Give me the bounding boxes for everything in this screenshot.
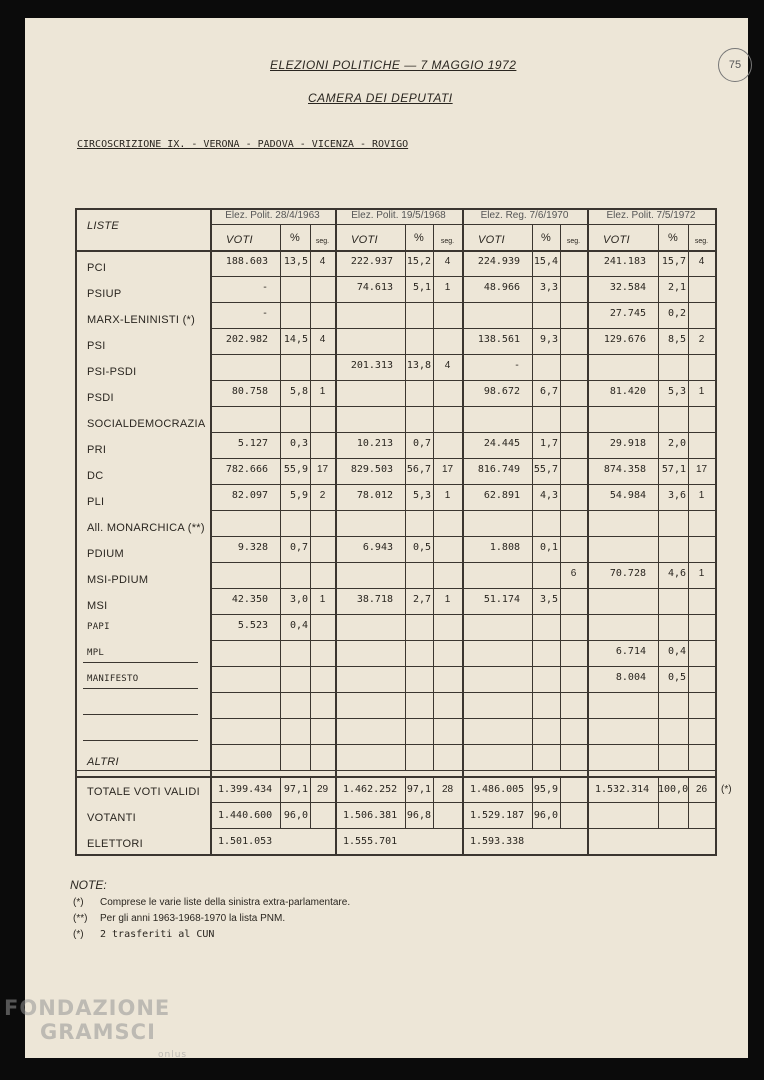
row-line <box>210 692 715 693</box>
cell-pct: 13,5 <box>283 256 308 267</box>
total-seg: 28 <box>441 784 454 795</box>
election-header: Elez. Polit. 28/4/1963 <box>225 210 320 221</box>
cell-voti: 32.584 <box>609 282 646 293</box>
pct-header: % <box>413 232 425 244</box>
cell-pct: 15,4 <box>533 256 558 267</box>
cell-voti: 38.718 <box>356 594 393 605</box>
row-line <box>210 562 715 563</box>
total-pct: 97,1 <box>406 784 431 795</box>
cell-pct: 3,6 <box>667 490 686 501</box>
seg-header: seg. <box>566 238 581 245</box>
cell-pct: 57,1 <box>661 464 686 475</box>
list-label: PAPI <box>87 622 110 632</box>
list-label: PCI <box>87 262 107 274</box>
election-header: Elez. Polit. 19/5/1968 <box>351 210 446 221</box>
totals-label: TOTALE VOTI VALIDI <box>87 786 200 798</box>
cell-pct: 0,5 <box>667 672 686 683</box>
cell-voti: 27.745 <box>609 308 646 319</box>
total-pct: 96,0 <box>283 810 308 821</box>
cell-pct: 5,1 <box>412 282 431 293</box>
cell-voti: 5.523 <box>237 620 268 631</box>
total-voti: 1.501.053 <box>218 836 273 847</box>
list-label: PLI <box>87 496 105 508</box>
list-label: SOCIALDEMOCRAZIA <box>87 418 206 430</box>
cell-voti: 782.666 <box>225 464 268 475</box>
cell-seg: 4 <box>444 360 451 371</box>
list-label: MSI-PDIUM <box>87 574 149 586</box>
totals-separator <box>75 776 715 778</box>
cell-voti: 54.984 <box>609 490 646 501</box>
cell-voti: - <box>261 282 268 293</box>
list-label: MSI <box>87 600 108 612</box>
row-line <box>210 406 715 407</box>
cell-pct: 0,3 <box>289 438 308 449</box>
cell-seg: 17 <box>441 464 454 475</box>
cell-pct: 2,0 <box>667 438 686 449</box>
cell-pct: 2,1 <box>667 282 686 293</box>
cell-pct: 4,3 <box>539 490 558 501</box>
header-subrow-line <box>210 224 715 225</box>
list-label: DC <box>87 470 104 482</box>
cell-seg: 4 <box>444 256 451 267</box>
cell-voti: 202.982 <box>225 334 268 345</box>
cell-seg: 1 <box>319 594 326 605</box>
cell-voti: 874.358 <box>603 464 646 475</box>
voti-header: VOTI <box>226 234 253 246</box>
cell-voti: 8.004 <box>615 672 646 683</box>
cell-voti: 42.350 <box>231 594 268 605</box>
election-header: Elez. Polit. 7/5/1972 <box>606 210 696 221</box>
cell-voti: 10.213 <box>356 438 393 449</box>
cell-voti: 6.943 <box>362 542 393 553</box>
cell-voti: 222.937 <box>350 256 393 267</box>
cell-pct: 5,8 <box>289 386 308 397</box>
label-column-divider <box>210 208 212 854</box>
cell-voti: 29.918 <box>609 438 646 449</box>
cell-voti: 74.613 <box>356 282 393 293</box>
pct-header: % <box>667 232 679 244</box>
label-underline <box>83 714 198 715</box>
cell-seg: 4 <box>698 256 705 267</box>
cell-voti: 241.183 <box>603 256 646 267</box>
list-label: PDIUM <box>87 548 124 560</box>
cell-seg: 1 <box>319 386 326 397</box>
cell-pct: 3,3 <box>539 282 558 293</box>
cell-seg: 1 <box>698 490 705 501</box>
cell-seg: 2 <box>319 490 326 501</box>
seg-header: seg. <box>694 238 709 245</box>
watermark-fondazione: FONDAZIONE <box>4 996 171 1020</box>
document-title: ELEZIONI POLITICHE — 7 MAGGIO 1972 <box>270 58 517 72</box>
document-subtitle: CAMERA DEI DEPUTATI <box>308 91 453 105</box>
pct-seg-divider <box>560 224 561 770</box>
total-voti: 1.462.252 <box>343 784 398 795</box>
seg-header: seg. <box>315 238 330 245</box>
total-seg: 29 <box>316 784 329 795</box>
cell-voti: 62.891 <box>483 490 520 501</box>
row-line <box>210 484 715 485</box>
cell-voti: 201.313 <box>350 360 393 371</box>
cell-pct: 0,4 <box>289 620 308 631</box>
row-line <box>210 536 715 537</box>
row-line <box>210 588 715 589</box>
cell-voti: 70.728 <box>609 568 646 579</box>
cell-pct: 5,3 <box>412 490 431 501</box>
list-label: MANIFESTO <box>87 674 139 684</box>
cell-voti: 129.676 <box>603 334 646 345</box>
page-number: 75 <box>718 48 752 82</box>
cell-pct: 0,7 <box>412 438 431 449</box>
document-sheet <box>25 18 748 1058</box>
cell-seg: 17 <box>316 464 329 475</box>
label-underline <box>83 662 198 663</box>
totals-row-line <box>210 802 715 803</box>
cell-pct: 14,5 <box>283 334 308 345</box>
cell-pct: 0,1 <box>539 542 558 553</box>
cell-voti: - <box>261 308 268 319</box>
total-pct: 96,8 <box>406 810 431 821</box>
cell-pct: 55,9 <box>283 464 308 475</box>
cell-voti: 98.672 <box>483 386 520 397</box>
cell-pct: 55,7 <box>533 464 558 475</box>
row-line <box>210 354 715 355</box>
liste-header: LISTE <box>87 220 120 232</box>
list-label: MPL <box>87 648 105 658</box>
cell-pct: 1,7 <box>539 438 558 449</box>
cell-pct: 0,4 <box>667 646 686 657</box>
cell-seg: 6 <box>570 568 577 579</box>
cell-voti: 138.561 <box>477 334 520 345</box>
cell-pct: 2,7 <box>412 594 431 605</box>
note-mark: (**) <box>73 913 88 924</box>
row-line <box>210 380 715 381</box>
cell-seg: 1 <box>698 386 705 397</box>
list-label: All. MONARCHICA (**) <box>87 522 205 534</box>
totals-row-line <box>210 828 715 829</box>
note-text: Comprese le varie liste della sinistra extra-parlamentare. <box>100 897 351 908</box>
cell-voti: 24.445 <box>483 438 520 449</box>
cell-pct: 0,2 <box>667 308 686 319</box>
cell-seg: 4 <box>319 256 326 267</box>
cell-pct: 3,5 <box>539 594 558 605</box>
row-line <box>210 432 715 433</box>
list-label: PSI <box>87 340 106 352</box>
cell-seg: 1 <box>444 282 451 293</box>
list-label: PSIUP <box>87 288 122 300</box>
total-voti: 1.440.600 <box>218 810 273 821</box>
total-voti: 1.532.314 <box>595 784 650 795</box>
row-line <box>210 510 715 511</box>
totals-label: ELETTORI <box>87 838 143 850</box>
cell-voti: 82.097 <box>231 490 268 501</box>
cell-pct: 4,6 <box>667 568 686 579</box>
total-voti: 1.529.187 <box>470 810 525 821</box>
total-voti: 1.486.005 <box>470 784 525 795</box>
cell-voti: 9.328 <box>237 542 268 553</box>
group-divider <box>587 208 589 854</box>
cell-pct: 6,7 <box>539 386 558 397</box>
total-pct: 95,9 <box>533 784 558 795</box>
total-voti: 1.593.338 <box>470 836 525 847</box>
cell-pct: 8,5 <box>667 334 686 345</box>
voti-header: VOTI <box>478 234 505 246</box>
row-line <box>210 718 715 719</box>
total-pct: 100,0 <box>658 784 689 795</box>
group-divider <box>335 208 337 854</box>
row-line <box>210 744 715 745</box>
cell-voti: 188.603 <box>225 256 268 267</box>
row-line <box>210 666 715 667</box>
cell-pct: 13,8 <box>406 360 431 371</box>
totals-label: VOTANTI <box>87 812 136 824</box>
list-label: ALTRI <box>87 756 119 768</box>
cell-voti: 80.758 <box>231 386 268 397</box>
cell-seg: 4 <box>319 334 326 345</box>
pct-header: % <box>289 232 301 244</box>
cell-voti: 51.174 <box>483 594 520 605</box>
cell-pct: 3,0 <box>289 594 308 605</box>
voti-header: VOTI <box>351 234 378 246</box>
cell-voti: 829.503 <box>350 464 393 475</box>
list-label: PRI <box>87 444 107 456</box>
note-mark: (*) <box>73 929 84 940</box>
total-voti: 1.399.434 <box>218 784 273 795</box>
cell-voti: 6.714 <box>615 646 646 657</box>
header-bottom-line <box>75 250 715 252</box>
watermark-onlus: onlus <box>158 1050 188 1060</box>
watermark-gramsci: GRAMSCI <box>40 1020 156 1044</box>
cell-voti: 5.127 <box>237 438 268 449</box>
cell-pct: 9,3 <box>539 334 558 345</box>
list-label: PSI-PSDI <box>87 366 137 378</box>
row-line <box>210 328 715 329</box>
cell-pct: 56,7 <box>406 464 431 475</box>
row-line <box>210 640 715 641</box>
cell-pct: 5,3 <box>667 386 686 397</box>
cell-voti: - <box>513 360 520 371</box>
cell-seg: 1 <box>698 568 705 579</box>
pct-header: % <box>540 232 552 244</box>
total-pct: 97,1 <box>283 784 308 795</box>
label-underline <box>83 688 198 689</box>
cell-seg: 2 <box>698 334 705 345</box>
seg-header: seg. <box>440 238 455 245</box>
row-line <box>210 276 715 277</box>
total-voti: 1.506.381 <box>343 810 398 821</box>
cell-voti: 816.749 <box>477 464 520 475</box>
cell-voti: 81.420 <box>609 386 646 397</box>
note-text: Per gli anni 1963-1968-1970 la lista PNM. <box>100 913 286 924</box>
list-label: MARX-LENINISTI (*) <box>87 314 196 326</box>
cell-pct: 0,5 <box>412 542 431 553</box>
row-line <box>210 614 715 615</box>
note-mark: (*) <box>73 897 84 908</box>
total-seg: 26 <box>695 784 708 795</box>
row-line <box>210 458 715 459</box>
label-underline <box>83 740 198 741</box>
circoscrizione-label: CIRCOSCRIZIONE IX. - VERONA - PADOVA - VICENZA - ROVIGO <box>77 139 409 150</box>
list-label: PSDI <box>87 392 114 404</box>
table-border-bottom <box>75 854 715 856</box>
cell-voti: 1.808 <box>489 542 520 553</box>
group-divider <box>462 208 464 854</box>
election-header: Elez. Reg. 7/6/1970 <box>480 210 569 221</box>
cell-voti: 78.012 <box>356 490 393 501</box>
totals-footnote-mark: (*) <box>721 784 732 795</box>
cell-voti: 224.939 <box>477 256 520 267</box>
table-border-right <box>715 208 717 856</box>
table-border-left <box>75 208 77 854</box>
cell-pct: 15,2 <box>406 256 431 267</box>
total-pct: 96,0 <box>533 810 558 821</box>
cell-seg: 1 <box>444 490 451 501</box>
row-line <box>210 302 715 303</box>
cell-seg: 1 <box>444 594 451 605</box>
totals-separator-top <box>75 770 715 771</box>
cell-voti: 48.966 <box>483 282 520 293</box>
voti-header: VOTI <box>603 234 630 246</box>
cell-pct: 15,7 <box>661 256 686 267</box>
cell-pct: 5,9 <box>289 490 308 501</box>
total-voti: 1.555.701 <box>343 836 398 847</box>
cell-seg: 17 <box>695 464 708 475</box>
note-text: 2 trasferiti al CUN <box>100 929 215 940</box>
notes-heading: NOTE: <box>70 878 107 892</box>
cell-pct: 0,7 <box>289 542 308 553</box>
